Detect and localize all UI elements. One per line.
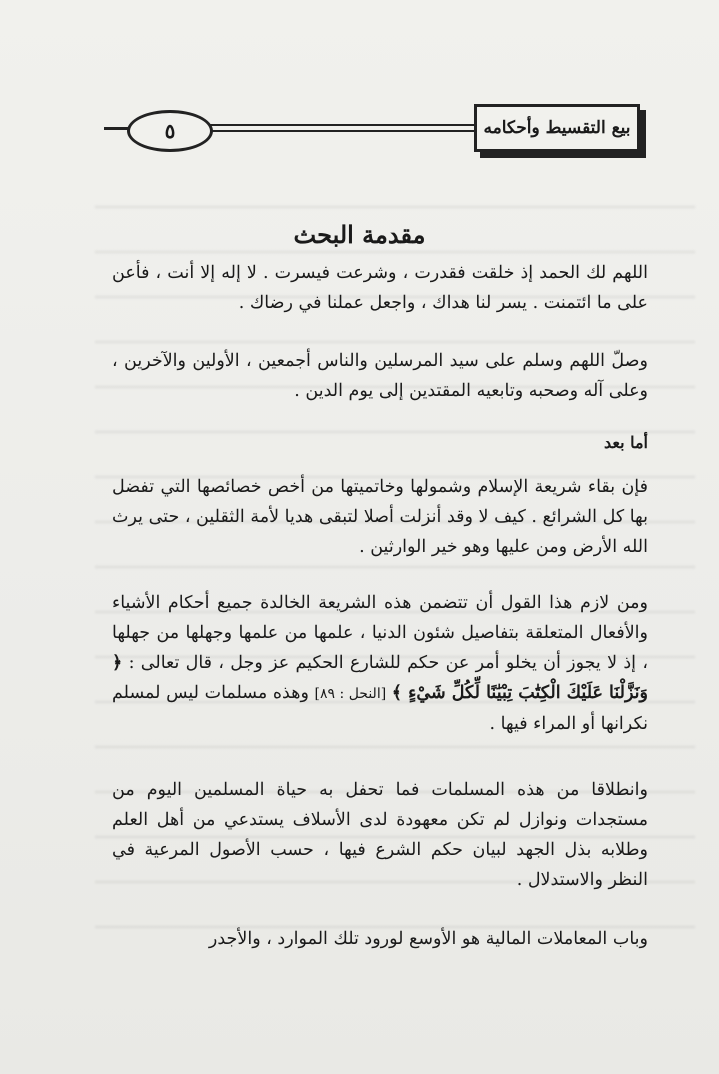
running-title: بيع التقسيط وأحكامه [474,104,640,152]
header-rule [185,130,480,132]
subheading: أما بعد [603,433,648,452]
paragraph [112,588,648,739]
paragraph: وباب المعاملات المالية هو الأوسع لورود تلك الموارد ، والأجدر [208,929,648,949]
verse-citation: [النحل : ٨٩] [314,686,387,702]
paragraph: وصلّ اللهم وسلم على سيد المرسلين والناس أجمعين ، الأولين والآخرين ، وعلى آله وصحبه وتابعيه المقتدين إلى يوم الدين . [112,351,648,401]
paragraph: وانطلاقا من هذه المسلمات فما تحفل به حياة المسلمين اليوم من مستجدات ونوازل لم تكن معهودة لدى الأسلاف يستدعي من أهل العلم وطلابه بذل الجهد لبيان حكم الشرع فيها ، حسب الأصول المرعية في النظر والاستدلال . [112,780,648,890]
quran-verse: ﴿ وَنَزَّلْنَا عَلَيْكَ الْكِتَٰبَ تِبْيَٰنًا لِّكُلِّ شَيْءٍ ﴾ [112,653,648,703]
header-rule [185,124,480,126]
paragraph: فإن بقاء شريعة الإسلام وشمولها وخاتميتها من أخص خصائصها التي تفضل بها كل الشرائع . كيف لا وقد أنزلت أصلا لتبقى هديا لأمة الثقلين ، حتى يرث الله الأرض ومن عليها وهو خير الوارثين . [112,477,648,557]
paragraph: اللهم لك الحمد إذ خلقت فقدرت ، وشرعت فيسرت . لا إله إلا أنت ، فأعن على ما ائتمنت . يسر لنا هداك ، واجعل عملنا في رضاك . [112,263,648,313]
paragraph-text: وهذه مسلمات ليس لمسلم نكرانها أو المراء فيها . [112,683,648,734]
page-header [115,104,640,154]
section-title: مقدمة البحث [293,220,426,249]
page-number: ٥ [127,110,213,152]
paragraph-text: ومن لازم هذا القول أن تتضمن هذه الشريعة الخالدة جميع أحكام الأشياء والأفعال المتعلقة بتفاصيل شئون الدنيا ، علمها من علمها وجهلها من جهلها ، إذ لا يجوز أن يخلو أمر عن حكم للشارع الحكيم عز وجل ، قال تعالى : [112,593,648,673]
